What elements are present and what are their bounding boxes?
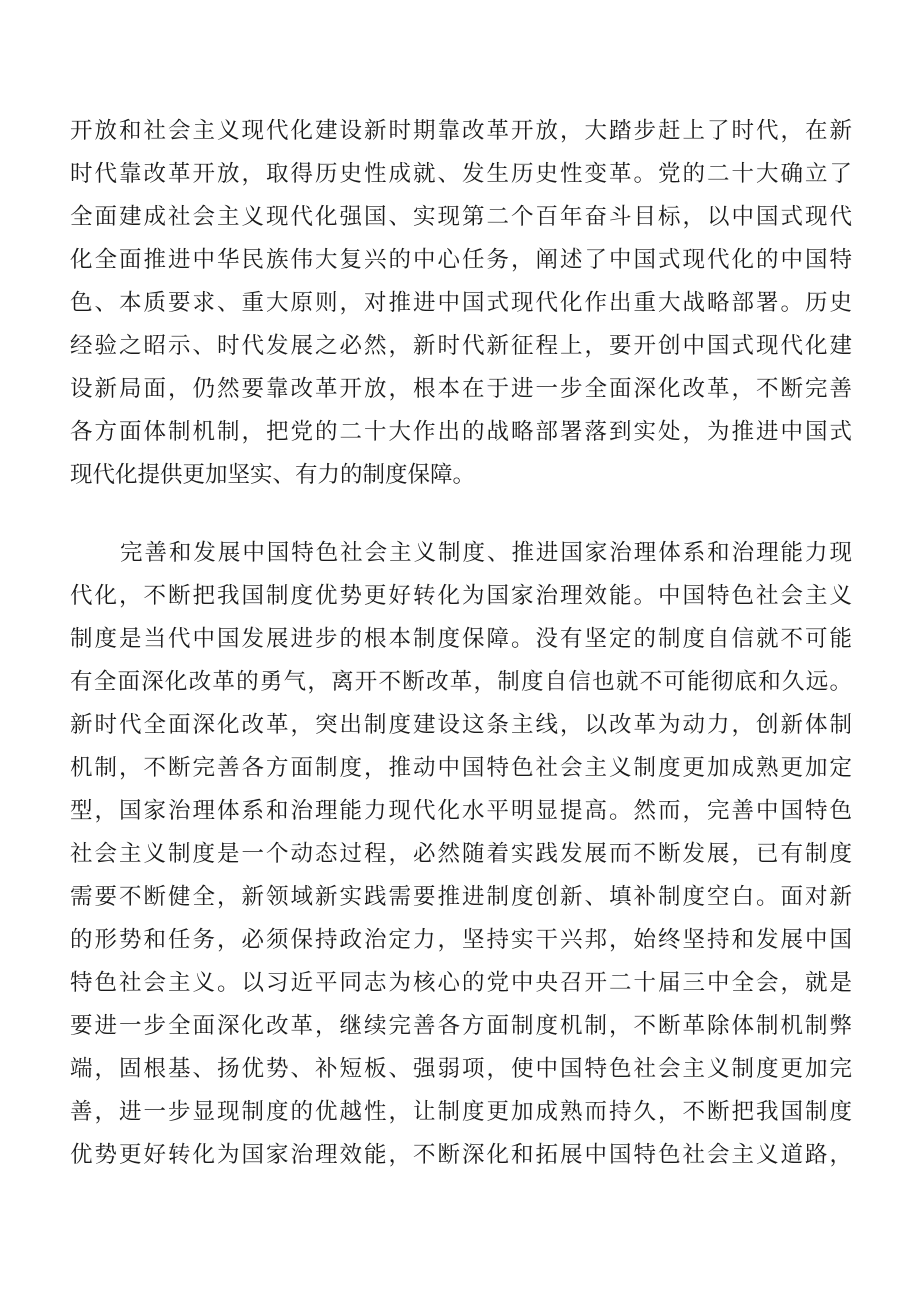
paragraph-2 [70, 532, 852, 1177]
text-line: 要进一步全面深化改革，继续完善各方面制度机制，不断革除体制机制弊 [70, 1013, 852, 1039]
text-line: 特色社会主义。以习近平同志为核心的党中央召开二十届三中全会，就是 [70, 970, 852, 996]
text-line: 新时代全面深化改革，突出制度建设这条主线，以改革为动力，创新体制 [70, 712, 852, 738]
text-line: 型，国家治理体系和治理能力现代化水平明显提高。然而，完善中国特色 [70, 798, 852, 824]
text-line: 色、本质要求、重大原则，对推进中国式现代化作出重大战略部署。历史 [70, 290, 852, 316]
text-line: 各方面体制机制，把党的二十大作出的战略部署落到实处，为推进中国式 [70, 419, 852, 445]
text-line: 社会主义制度是一个动态过程，必然随着实践发展而不断发展，已有制度 [70, 841, 852, 867]
text-line: 时代靠改革开放，取得历史性成就、发生历史性变革。党的二十大确立了 [70, 161, 852, 187]
paragraph-1 [70, 110, 852, 497]
text-line: 善，进一步显现制度的优越性，让制度更加成熟而持久，不断把我国制度 [70, 1099, 852, 1125]
text-line: 开放和社会主义现代化建设新时期靠改革开放，大踏步赶上了时代，在新 [70, 118, 852, 144]
text-line: 的形势和任务，必须保持政治定力，坚持实干兴邦，始终坚持和发展中国 [70, 927, 852, 953]
text-line: 现代化提供更加坚实、有力的制度保障。 [70, 462, 476, 488]
text-line: 端，固根基、扬优势、补短板、强弱项，使中国特色社会主义制度更加完 [70, 1056, 852, 1082]
text-line: 全面建成社会主义现代化强国、实现第二个百年奋斗目标，以中国式现代 [70, 204, 852, 230]
text-line: 代化，不断把我国制度优势更好转化为国家治理效能。中国特色社会主义 [70, 583, 852, 609]
text-line: 机制，不断完善各方面制度，推动中国特色社会主义制度更加成熟更加定 [70, 755, 852, 781]
text-line: 优势更好转化为国家治理效能，不断深化和拓展中国特色社会主义道路， [70, 1142, 852, 1168]
text-line: 完善和发展中国特色社会主义制度、推进国家治理体系和治理能力现 [120, 540, 852, 566]
text-line: 制度是当代中国发展进步的根本制度保障。没有坚定的制度自信就不可能 [70, 626, 852, 652]
text-line: 有全面深化改革的勇气，离开不断改革，制度自信也就不可能彻底和久远。 [70, 669, 852, 695]
text-line: 化全面推进中华民族伟大复兴的中心任务，阐述了中国式现代化的中国特 [70, 247, 852, 273]
text-line: 设新局面，仍然要靠改革开放，根本在于进一步全面深化改革，不断完善 [70, 376, 852, 402]
text-line: 经验之昭示、时代发展之必然，新时代新征程上，要开创中国式现代化建 [70, 333, 852, 359]
text-line: 需要不断健全，新领域新实践需要推进制度创新、填补制度空白。面对新 [70, 884, 852, 910]
